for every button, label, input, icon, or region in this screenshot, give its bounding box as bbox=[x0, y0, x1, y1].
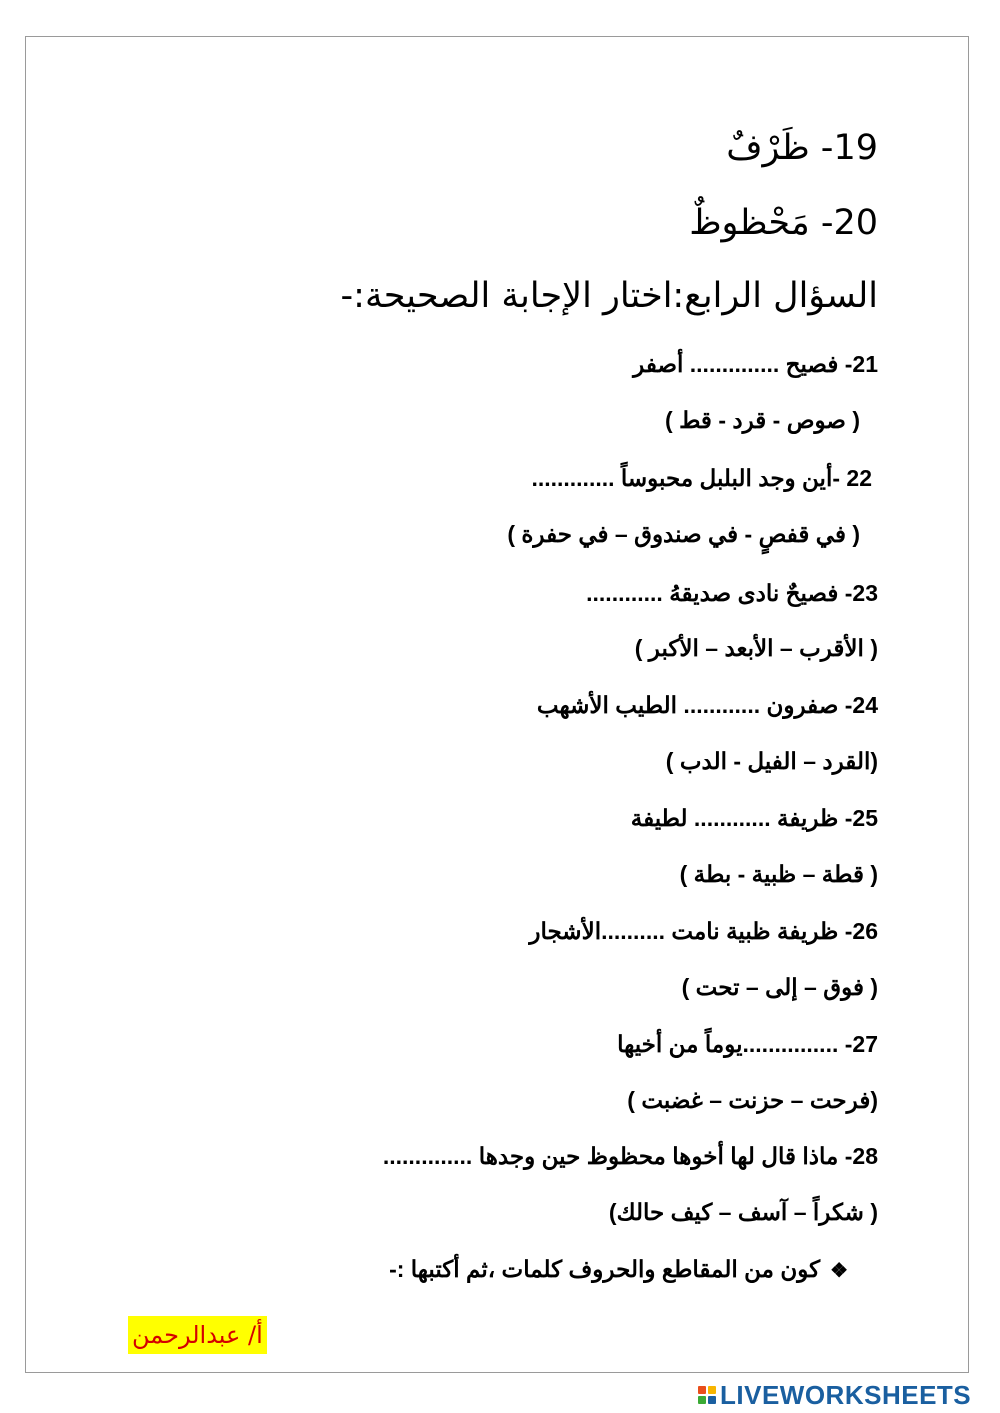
logo-mark-icon bbox=[698, 1386, 716, 1404]
question-26: 26- ظريفة ظبية نامت ..........الأشجار bbox=[529, 918, 878, 944]
options-26[interactable]: ( فوق – إلى – تحت ) bbox=[681, 974, 878, 1000]
question-22: 22 -أين وجد البلبل محبوساً ............. bbox=[531, 465, 872, 491]
question-27: 27- ...............يوماً من أخيها bbox=[617, 1031, 878, 1057]
question-heading: السؤال الرابع:اختار الإجابة الصحيحة:- bbox=[340, 276, 878, 316]
vocab-item-19: 19- ظَرْفٌ bbox=[726, 128, 878, 168]
vocab-item-20: 20- مَحْظوظٌ bbox=[689, 203, 878, 243]
question-25: 25- ظريفة ............ لطيفة bbox=[630, 805, 878, 831]
logo-square-1 bbox=[698, 1386, 706, 1394]
options-22[interactable]: ( في قفصٍ - في صندوق – في حفرة ) bbox=[507, 521, 860, 547]
options-27[interactable]: (فرحت – حزنت – غضبت ) bbox=[627, 1087, 878, 1113]
options-24[interactable]: (القرد – الفيل - الدب ) bbox=[665, 748, 878, 774]
options-25[interactable]: ( قطة – ظبية - بطة ) bbox=[679, 861, 878, 887]
liveworksheets-logo bbox=[698, 1380, 971, 1410]
instruction-text: كون من المقاطع والحروف كلمات ،ثم أكتبها :- bbox=[389, 1256, 821, 1282]
logo-square-2 bbox=[708, 1386, 716, 1394]
question-28: 28- ماذا قال لها أخوها محظوظ حين وجدها .............. bbox=[382, 1143, 878, 1169]
instruction bbox=[389, 1256, 848, 1283]
options-23[interactable]: ( الأقرب – الأبعد – الأكبر ) bbox=[634, 635, 878, 661]
options-28[interactable]: ( شكراً – آسف – كيف حالك) bbox=[608, 1199, 878, 1225]
logo-text: LIVEWORKSHEETS bbox=[720, 1379, 972, 1410]
bullet-icon: ❖ bbox=[830, 1260, 848, 1282]
logo-square-4 bbox=[708, 1396, 716, 1404]
question-23: 23- فصيحٌ نادى صديقهُ ............ bbox=[586, 580, 878, 606]
question-21: 21- فصيح .............. أصفر bbox=[633, 351, 878, 377]
teacher-name: أ/ عبدالرحمن bbox=[128, 1316, 267, 1354]
question-24: 24- صفرون ............ الطيب الأشهب bbox=[536, 692, 878, 718]
options-21[interactable]: ( صوص - قرد - قط ) bbox=[665, 407, 860, 433]
logo-square-3 bbox=[698, 1396, 706, 1404]
